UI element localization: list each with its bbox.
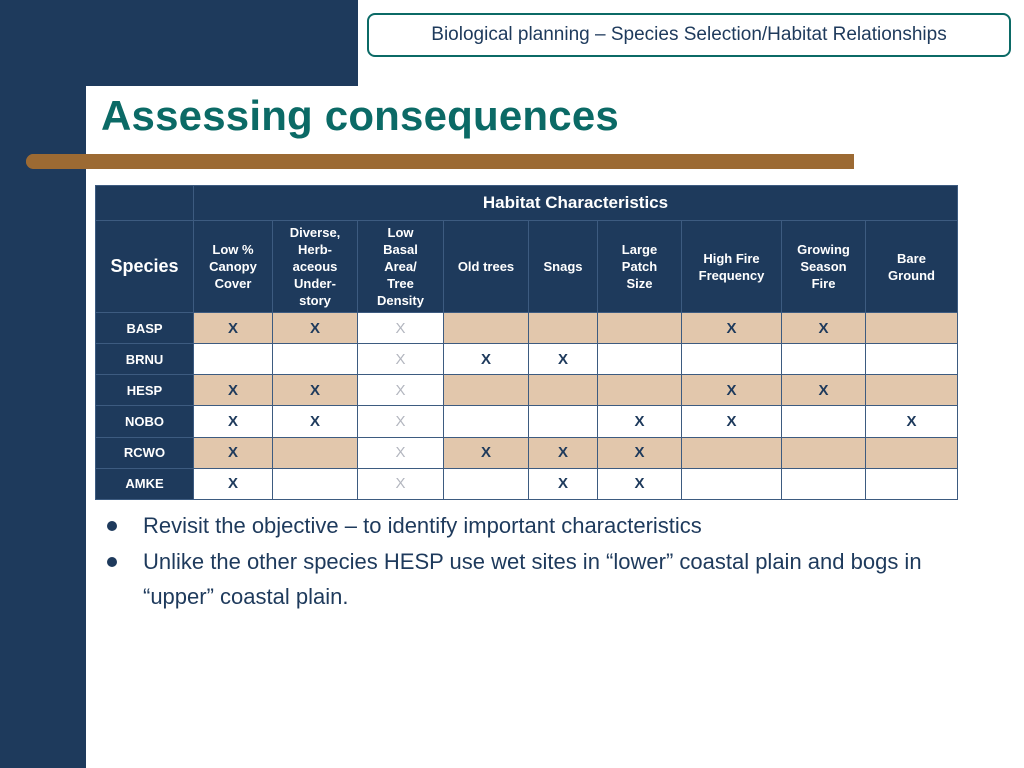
table-row [96,313,958,344]
table-cell: X [782,313,866,344]
table-cell [444,468,529,499]
table-cell [682,437,782,468]
table-cell [194,344,273,375]
bullet-item [100,508,950,543]
column-header-line: Area/ [384,259,417,274]
table-cell [529,313,598,344]
table-cell [444,313,529,344]
column-header-line: Frequency [698,267,765,283]
table-cell: X [529,344,598,375]
table-cell [598,344,682,375]
column-header [782,221,866,313]
table-cell [782,437,866,468]
table-cell: X [273,406,358,437]
slide-header-text: Biological planning – Species Selection/Habitat Relationships [431,24,947,45]
column-header-line: Low % [212,242,254,257]
table-cell: X [194,468,273,499]
column-header-line: Large [621,242,658,257]
table-cell: X [529,468,598,499]
species-label: RCWO [96,437,194,468]
table-cell: X [194,375,273,406]
column-header [194,221,273,313]
table-corner-cell [96,186,194,221]
table-row [96,344,958,375]
table-cell [529,375,598,406]
column-header-line: aceous [292,259,338,274]
slide-title: Assessing consequences [101,92,619,139]
column-header-line: Diverse, [289,225,341,240]
column-header-line: High Fire [703,250,760,266]
table-cell [598,313,682,344]
table-row [96,375,958,406]
column-header-line: story [299,293,331,308]
column-header-line: Size [626,276,653,291]
table-cell: X [358,468,444,499]
column-header-line: Tree [387,276,414,291]
table-cell [273,468,358,499]
column-header-line: Old trees [457,259,515,274]
table-cell: X [194,406,273,437]
column-header [682,221,782,313]
habitat-table [95,185,958,500]
table-cell: X [358,406,444,437]
table-cell [444,375,529,406]
species-label: BRNU [96,344,194,375]
column-header-line: Canopy [209,259,257,274]
column-header-line: Patch [621,259,658,274]
table-cell [598,375,682,406]
table-cell: X [194,313,273,344]
table-cell [782,406,866,437]
table-cell [529,406,598,437]
species-label: NOBO [96,406,194,437]
species-label: AMKE [96,468,194,499]
table-cell: X [782,375,866,406]
column-header-line: Herb- [298,242,332,257]
column-header-line: Under- [294,276,336,291]
table-row [96,406,958,437]
column-header-line: Basal [383,242,418,257]
table-cell: X [598,406,682,437]
table-cell: X [444,344,529,375]
column-header-line: Low [387,225,414,240]
column-header [273,221,358,313]
column-header-line: Ground [888,267,935,283]
table-cell [273,344,358,375]
bullet-text: Unlike the other species HESP use wet sites in “lower” coastal plain and bogs in “upper” coastal plain. [143,549,922,609]
table-cell: X [598,437,682,468]
column-header-line: Growing [797,242,850,257]
table-cell [782,344,866,375]
table-cell: X [682,375,782,406]
column-header [866,221,958,313]
column-header-line: Density [377,293,424,308]
bullet-list [100,508,950,615]
table-row [96,437,958,468]
left-sidebar-band [0,0,86,768]
table-cell: X [444,437,529,468]
table-cell [682,468,782,499]
column-header-line: Bare [897,250,926,266]
habitat-characteristics-header: Habitat Characteristics [194,186,958,221]
table-cell: X [529,437,598,468]
table-cell [866,468,958,499]
column-header [358,221,444,313]
table-cell [273,437,358,468]
column-header [444,221,529,313]
table-cell: X [866,406,958,437]
species-column-header: Species [96,221,194,313]
table-cell [444,406,529,437]
table-cell [866,375,958,406]
table-cell: X [358,313,444,344]
column-header [598,221,682,313]
bullet-item [100,544,950,614]
table-cell: X [598,468,682,499]
column-header [529,221,598,313]
bullet-dot-icon [107,557,117,567]
table-cell: X [358,437,444,468]
table-row [96,468,958,499]
slide-header-box [367,13,1011,57]
column-header-line: Fire [811,276,836,291]
table-cell [782,468,866,499]
species-label: BASP [96,313,194,344]
species-label: HESP [96,375,194,406]
title-underline-bar [26,154,854,169]
table-cell: X [273,313,358,344]
table-cell: X [273,375,358,406]
table-cell: X [682,313,782,344]
table-cell: X [194,437,273,468]
column-header-line: Season [800,259,847,274]
table-cell [866,344,958,375]
bullet-text: Revisit the objective – to identify important characteristics [143,513,702,538]
table-cell [682,344,782,375]
table-cell [866,437,958,468]
bullet-dot-icon [107,521,117,531]
column-header-line: Cover [214,276,252,291]
top-left-band [0,0,358,86]
column-header-line: Snags [543,259,583,274]
table-cell: X [358,344,444,375]
table-cell [866,313,958,344]
table-cell: X [682,406,782,437]
table-cell: X [358,375,444,406]
